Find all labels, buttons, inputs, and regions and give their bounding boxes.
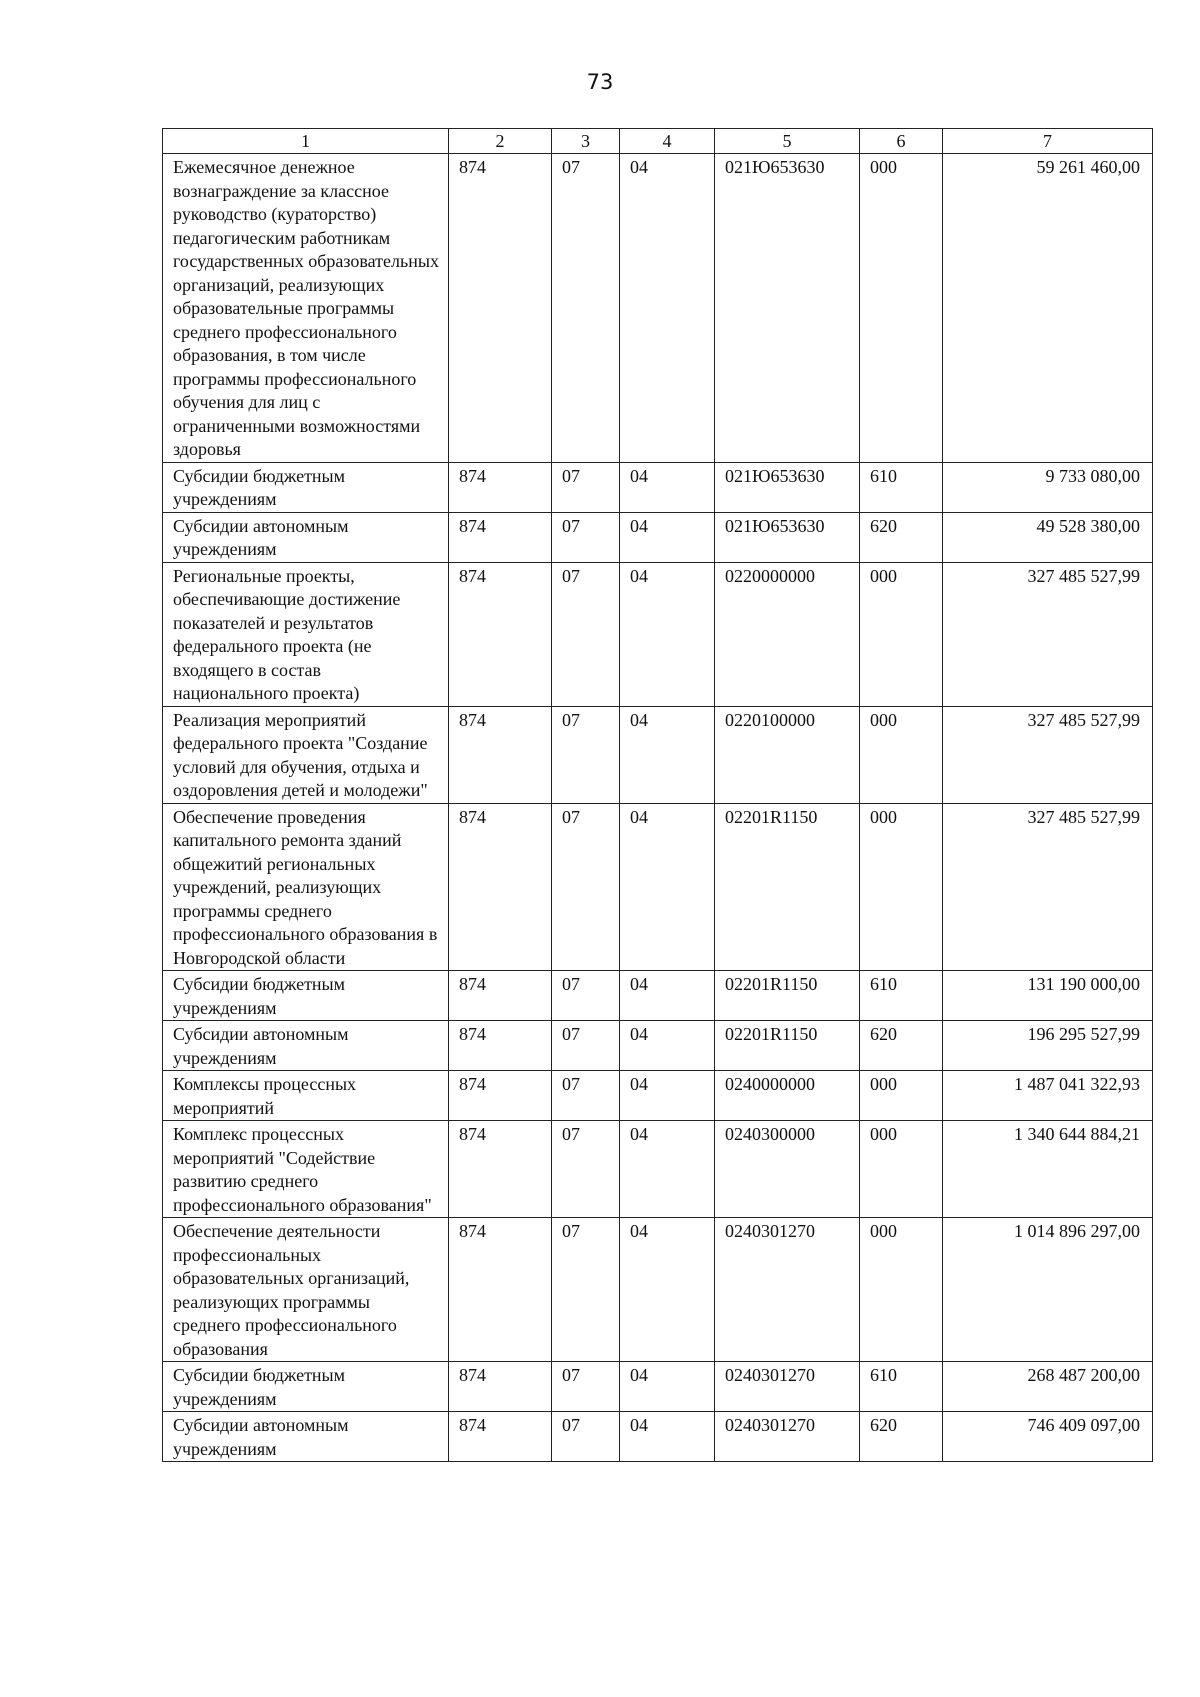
cell-expense-type: 610 xyxy=(860,1362,943,1412)
cell-subsection: 04 xyxy=(620,462,715,512)
cell-target-article: 02201R1150 xyxy=(715,803,860,971)
cell-subsection: 04 xyxy=(620,971,715,1021)
cell-name: Субсидии бюджетным учреждениям xyxy=(163,462,449,512)
cell-code: 874 xyxy=(449,1412,552,1462)
cell-subsection: 04 xyxy=(620,1412,715,1462)
cell-section: 07 xyxy=(552,562,620,706)
cell-section: 07 xyxy=(552,971,620,1021)
cell-code: 874 xyxy=(449,512,552,562)
cell-code: 874 xyxy=(449,1021,552,1071)
cell-section: 07 xyxy=(552,462,620,512)
table-row xyxy=(163,1021,1153,1071)
cell-section: 07 xyxy=(552,706,620,803)
cell-section: 07 xyxy=(552,1412,620,1462)
cell-amount: 1 014 896 297,00 xyxy=(943,1218,1153,1362)
cell-name: Субсидии автономным учреждениям xyxy=(163,1021,449,1071)
table-row xyxy=(163,1412,1153,1462)
cell-expense-type: 000 xyxy=(860,1071,943,1121)
cell-target-article: 021Ю653630 xyxy=(715,512,860,562)
page-number: 73 xyxy=(586,70,614,94)
cell-code: 874 xyxy=(449,1362,552,1412)
cell-code: 874 xyxy=(449,706,552,803)
cell-subsection: 04 xyxy=(620,512,715,562)
cell-target-article: 0240000000 xyxy=(715,1071,860,1121)
cell-code: 874 xyxy=(449,803,552,971)
table-row xyxy=(163,1121,1153,1218)
cell-subsection: 04 xyxy=(620,1121,715,1218)
table-row xyxy=(163,512,1153,562)
cell-section: 07 xyxy=(552,1121,620,1218)
cell-expense-type: 620 xyxy=(860,1412,943,1462)
cell-expense-type: 000 xyxy=(860,154,943,463)
cell-expense-type: 000 xyxy=(860,706,943,803)
cell-subsection: 04 xyxy=(620,562,715,706)
cell-name: Реализация мероприятий федерального проекта "Создание условий для обучения, отдыха и оздоровления детей и молодежи" xyxy=(163,706,449,803)
cell-name: Обеспечение деятельности профессиональных образовательных организаций, реализующих программы среднего профессионального образования xyxy=(163,1218,449,1362)
cell-target-article: 02201R1150 xyxy=(715,1021,860,1071)
cell-target-article: 021Ю653630 xyxy=(715,462,860,512)
cell-name: Комплекс процессных мероприятий "Содействие развитию среднего профессионального образования" xyxy=(163,1121,449,1218)
cell-name: Обеспечение проведения капитального ремонта зданий общежитий региональных учреждений, реализующих программы среднего профессионального образования в Новгородской области xyxy=(163,803,449,971)
cell-target-article: 0220100000 xyxy=(715,706,860,803)
cell-subsection: 04 xyxy=(620,706,715,803)
cell-amount: 746 409 097,00 xyxy=(943,1412,1153,1462)
cell-code: 874 xyxy=(449,971,552,1021)
table-row xyxy=(163,462,1153,512)
cell-subsection: 04 xyxy=(620,154,715,463)
table-row xyxy=(163,803,1153,971)
cell-subsection: 04 xyxy=(620,803,715,971)
cell-name: Комплексы процессных мероприятий xyxy=(163,1071,449,1121)
cell-target-article: 021Ю653630 xyxy=(715,154,860,463)
header-cell: 7 xyxy=(943,129,1153,154)
table-row xyxy=(163,1362,1153,1412)
cell-name: Субсидии бюджетным учреждениям xyxy=(163,971,449,1021)
cell-expense-type: 620 xyxy=(860,1021,943,1071)
cell-section: 07 xyxy=(552,1021,620,1071)
cell-section: 07 xyxy=(552,154,620,463)
cell-section: 07 xyxy=(552,1362,620,1412)
cell-code: 874 xyxy=(449,1071,552,1121)
cell-code: 874 xyxy=(449,1121,552,1218)
cell-code: 874 xyxy=(449,154,552,463)
cell-amount: 1 487 041 322,93 xyxy=(943,1071,1153,1121)
cell-name: Региональные проекты, обеспечивающие достижение показателей и результатов федерального проекта (не входящего в состав национального проекта) xyxy=(163,562,449,706)
cell-amount: 59 261 460,00 xyxy=(943,154,1153,463)
cell-target-article: 0240301270 xyxy=(715,1412,860,1462)
cell-amount: 49 528 380,00 xyxy=(943,512,1153,562)
table-row xyxy=(163,971,1153,1021)
header-cell: 2 xyxy=(449,129,552,154)
budget-table xyxy=(162,128,1153,1462)
cell-code: 874 xyxy=(449,562,552,706)
cell-subsection: 04 xyxy=(620,1362,715,1412)
cell-amount: 327 485 527,99 xyxy=(943,562,1153,706)
header-cell: 5 xyxy=(715,129,860,154)
cell-section: 07 xyxy=(552,512,620,562)
table-row xyxy=(163,154,1153,463)
cell-code: 874 xyxy=(449,462,552,512)
cell-amount: 131 190 000,00 xyxy=(943,971,1153,1021)
cell-expense-type: 000 xyxy=(860,562,943,706)
cell-expense-type: 000 xyxy=(860,803,943,971)
cell-code: 874 xyxy=(449,1218,552,1362)
cell-expense-type: 000 xyxy=(860,1121,943,1218)
table-row xyxy=(163,1218,1153,1362)
cell-section: 07 xyxy=(552,803,620,971)
cell-name: Субсидии автономным учреждениям xyxy=(163,512,449,562)
cell-subsection: 04 xyxy=(620,1021,715,1071)
cell-name: Субсидии бюджетным учреждениям xyxy=(163,1362,449,1412)
cell-target-article: 0240301270 xyxy=(715,1362,860,1412)
cell-name: Субсидии автономным учреждениям xyxy=(163,1412,449,1462)
header-row xyxy=(163,129,1153,154)
cell-name: Ежемесячное денежное вознаграждение за классное руководство (кураторство) педагогическим работникам государственных образовательных организаций, реализующих образовательные программы среднего профессионального образования, в том числе программы профессионального обучения для лиц с ограниченными возможностями здоровья xyxy=(163,154,449,463)
table-row xyxy=(163,562,1153,706)
cell-amount: 268 487 200,00 xyxy=(943,1362,1153,1412)
cell-target-article: 0220000000 xyxy=(715,562,860,706)
cell-amount: 196 295 527,99 xyxy=(943,1021,1153,1071)
cell-expense-type: 000 xyxy=(860,1218,943,1362)
table-row xyxy=(163,1071,1153,1121)
header-cell: 3 xyxy=(552,129,620,154)
cell-target-article: 02201R1150 xyxy=(715,971,860,1021)
table-row xyxy=(163,706,1153,803)
cell-subsection: 04 xyxy=(620,1071,715,1121)
cell-amount: 327 485 527,99 xyxy=(943,706,1153,803)
cell-amount: 9 733 080,00 xyxy=(943,462,1153,512)
header-cell: 1 xyxy=(163,129,449,154)
cell-expense-type: 610 xyxy=(860,971,943,1021)
header-cell: 6 xyxy=(860,129,943,154)
cell-expense-type: 620 xyxy=(860,512,943,562)
cell-expense-type: 610 xyxy=(860,462,943,512)
cell-target-article: 0240300000 xyxy=(715,1121,860,1218)
cell-section: 07 xyxy=(552,1071,620,1121)
cell-target-article: 0240301270 xyxy=(715,1218,860,1362)
cell-section: 07 xyxy=(552,1218,620,1362)
cell-amount: 1 340 644 884,21 xyxy=(943,1121,1153,1218)
cell-amount: 327 485 527,99 xyxy=(943,803,1153,971)
cell-subsection: 04 xyxy=(620,1218,715,1362)
header-cell: 4 xyxy=(620,129,715,154)
